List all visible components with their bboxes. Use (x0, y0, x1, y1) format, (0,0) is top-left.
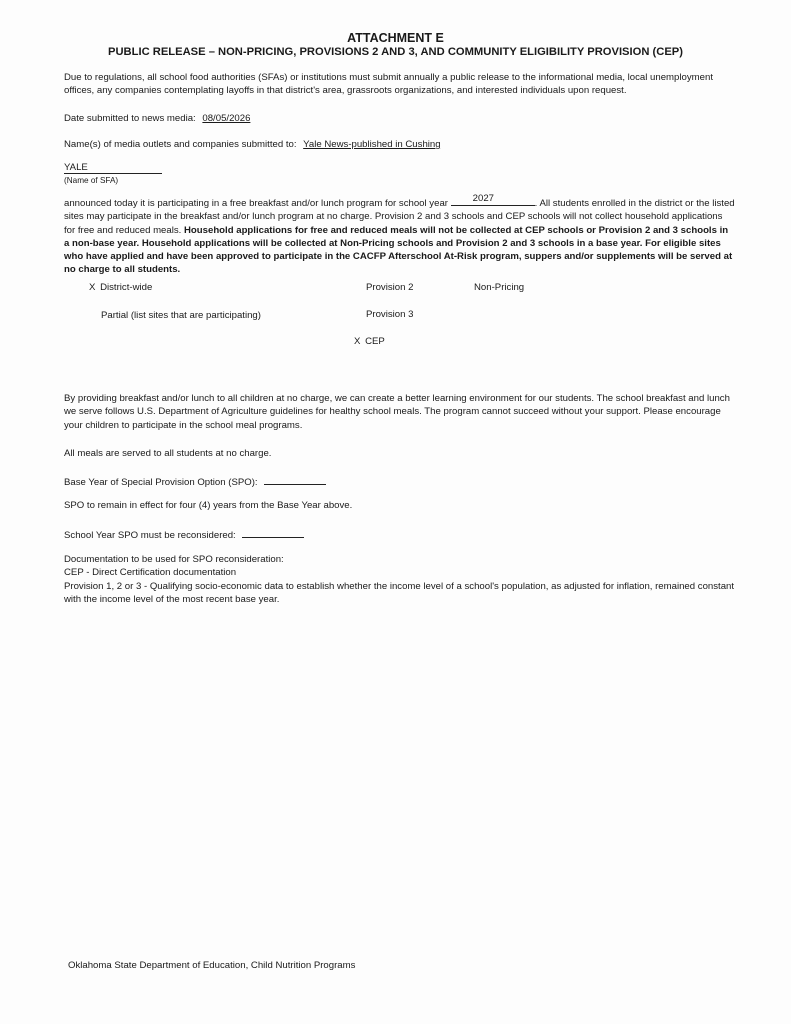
all-meals-text: All meals are served to all students at no charge. (64, 448, 272, 459)
documentation-provision: Provision 1, 2 or 3 - Qualifying socio-economic data to establish whether the income level of a school's population, as adjusted for inflation, remained constant with the income level of the most recent base year. (64, 580, 735, 605)
media-outlets-label: Name(s) of media outlets and companies submitted to: (64, 139, 297, 150)
sfa-name-value: YALE (64, 162, 88, 173)
documentation-cep: CEP - Direct Certification documentation (64, 567, 237, 579)
cep-checkmark: X (354, 336, 361, 347)
page-title: ATTACHMENT E (347, 31, 444, 45)
reconsidered-line (64, 527, 304, 541)
reconsidered-label: School Year SPO must be reconsidered: (64, 530, 236, 541)
cep-label: CEP (365, 336, 385, 347)
non-pricing-label: Non-Pricing (474, 282, 525, 293)
district-wide-checkmark: X (89, 282, 96, 293)
school-year-field (451, 192, 535, 206)
sfa-name-caption: (Name of SFA) (64, 176, 119, 185)
provision-3-label: Provision 3 (366, 309, 414, 320)
intro-paragraph: Due to regulations, all school food authorities (SFAs) or institutions must submit annually a public release to the informational media, local unemployment offices, any companies contemplating layoffs in that district's area, grassroots organizations, and interested individuals upon request. (64, 72, 713, 97)
provision-2-label: Provision 2 (366, 282, 414, 293)
partial-option-label: Partial (list sites that are participating) (101, 310, 261, 321)
media-outlets-value: Yale News-published in Cushing (303, 139, 441, 150)
base-year-line (64, 474, 326, 488)
base-year-field (264, 474, 326, 485)
documentation-section (64, 553, 736, 606)
spo-effect-text: SPO to remain in effect for four (4) years from the Base Year above. (64, 500, 353, 511)
district-wide-option (89, 282, 152, 293)
date-submitted-value: 08/05/2026 (202, 113, 251, 124)
environment-paragraph: By providing breakfast and/or lunch to all children at no charge, we can create a better learning environment for our students. The school breakfast and lunch we serve follows U.S. Department of Agriculture guidelines for healthy school meals. The program cannot succeed without your support. Please encourage your children to participate in the school meal programs. (64, 393, 730, 431)
announcement-text-1: announced today it is participating in a free breakfast and/or lunch program for school year (64, 198, 448, 209)
date-submitted-label: Date submitted to news media: (64, 113, 196, 124)
date-submitted-line (64, 113, 250, 124)
media-outlets-line (64, 139, 441, 150)
base-year-label: Base Year of Special Provision Option (SPO): (64, 477, 258, 488)
page-subtitle: PUBLIC RELEASE – NON-PRICING, PROVISIONS 2 AND 3, AND COMMUNITY ELIGIBILITY PROVISION (CEP) (108, 46, 683, 58)
reconsidered-field (242, 527, 304, 538)
documentation-heading: Documentation to be used for SPO reconsideration: (64, 554, 284, 565)
district-wide-label: District-wide (100, 282, 153, 293)
page-footer: Oklahoma State Department of Education, Child Nutrition Programs (68, 960, 356, 971)
sfa-name-field (64, 162, 162, 174)
school-year-value: 2027 (472, 192, 494, 204)
announcement-paragraph (64, 192, 736, 277)
announcement-bold-text: Household applications for free and reduced meals will not be collected at CEP schools or Provision 2 and 3 schools in a non-base year. Household applications will be collected at Non-Pricing schools and Provision 2 and 3 schools in a base year. For eligible sites who have applied and have been approved to participate in the CACFP Afterschool At-Risk program, suppers and/or supplements will be served at no charge to all students. (64, 224, 733, 276)
cep-option (354, 336, 385, 347)
announcement-text-2: . All students enrolled in the district or the listed sites may participate in the breakfast and/or lunch program at no charge. Provision 2 and 3 schools and CEP schools will not collect household applications for free and reduced meals. (64, 198, 735, 236)
